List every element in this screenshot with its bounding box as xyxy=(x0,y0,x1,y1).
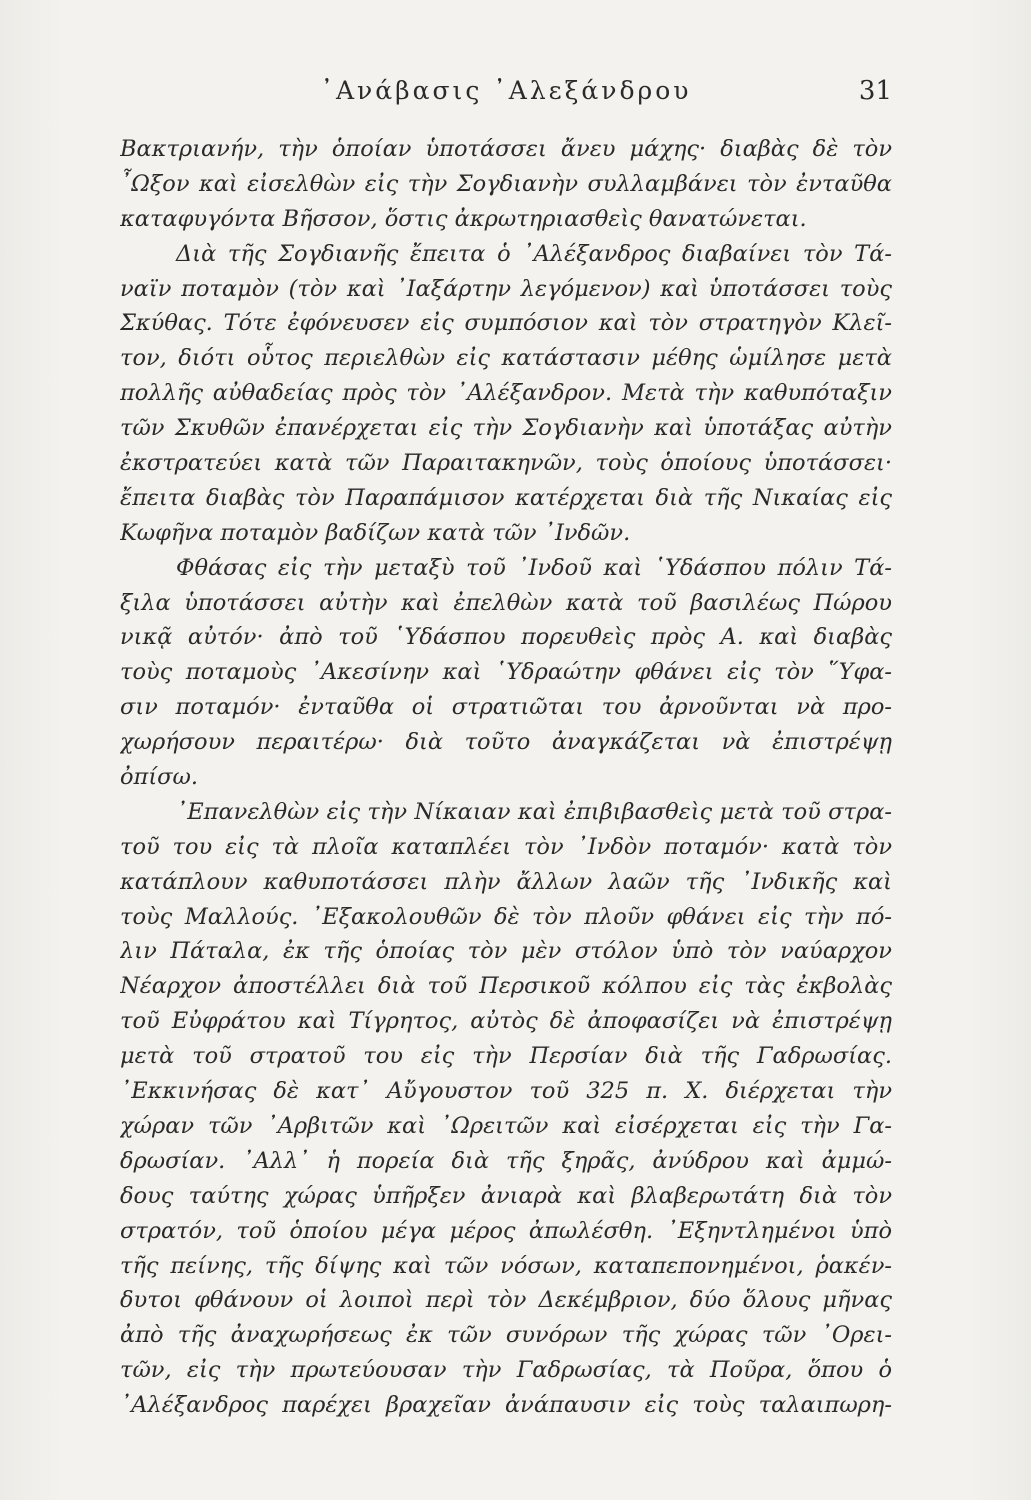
text-line: μετὰ τοῦ στρατοῦ του εἰς τὴν Περσίαν διὰ τῆς Γαδρωσίας. xyxy=(120,1043,892,1070)
page-number: 31 xyxy=(858,76,892,106)
text-line: νικᾷ αὐτόν· ἀπὸ τοῦ ῾Υδάσπου πορευθεὶς πρὸς Α. καὶ διαβὰς xyxy=(120,624,892,651)
text-line: πολλῆς αὐθαδείας πρὸς τὸν ᾿Αλέξανδρον. Μετὰ τὴν καθυπόταξιν xyxy=(120,380,892,407)
text-line: Βακτριανήν, τὴν ὁποίαν ὑποτάσσει ἄνευ μάχης· διαβὰς δὲ τὸν xyxy=(120,136,892,162)
running-title: ᾿Ανάβασις ᾿Αλεξάνδρου xyxy=(320,76,692,105)
text-line: Νέαρχον ἀποστέλλει διὰ τοῦ Περσικοῦ κόλπου εἰς τὰς ἐκβολὰς xyxy=(120,973,892,1000)
text-line: δρωσίαν. ᾿Αλλ᾿ ἡ πορεία διὰ τῆς ξηρᾶς, ἀνύδρου καὶ ἀμμώ- xyxy=(120,1147,892,1174)
text-line: τοὺς ποταμοὺς ᾿Ακεσίνην καὶ ῾Υδραώτην φθάνει εἰς τὸν ῞Υφα- xyxy=(120,659,892,686)
text-line: δους ταύτης χώρας ὑπῆρξεν ἀνιαρὰ καὶ βλαβερωτάτη διὰ τὸν xyxy=(120,1182,892,1209)
text-line: στρατόν, τοῦ ὁποίου μέγα μέρος ἀπωλέσθη. ᾿Εξηντλημένοι ὑπὸ xyxy=(120,1217,892,1244)
text-line: χωρήσουν περαιτέρω· διὰ τοῦτο ἀναγκάζεται νὰ ἐπιστρέψῃ xyxy=(120,729,892,756)
text-line: ἐκστρατεύει κατὰ τῶν Παραιτακηνῶν, τοὺς ὁποίους ὑποτάσσει· xyxy=(120,450,892,477)
text-line: τοῦ του εἰς τὰ πλοῖα καταπλέει τὸν ᾿Ινδὸν ποταμόν· κατὰ τὸν xyxy=(120,833,892,860)
text-line: Διὰ τῆς Σογδιανῆς ἔπειτα ὁ ᾿Αλέξανδρος διαβαίνει τὸν Τά- xyxy=(176,240,892,267)
text-line: τοὺς Μαλλούς. ᾿Εξακολουθῶν δὲ τὸν πλοῦν φθάνει εἰς τὴν πό- xyxy=(120,903,892,930)
text-line: Σκύθας. Τότε ἐφόνευσεν εἰς συμπόσιον καὶ τὸν στρατηγὸν Κλεῖ- xyxy=(120,310,892,337)
text-line: ᾿Αλέξανδρος παρέχει βραχεῖαν ἀνάπαυσιν εἰς τοὺς ταλαιπωρη- xyxy=(120,1392,892,1419)
text-line: ξιλα ὑποτάσσει αὐτὴν καὶ ἐπελθὼν κατὰ τοῦ βασιλέως Πώρου xyxy=(120,589,892,616)
body-text xyxy=(120,132,892,1423)
text-line: ᾿Επανελθὼν εἰς τὴν Νίκαιαν καὶ ἐπιβιβασθεὶς μετὰ τοῦ στρα- xyxy=(176,798,892,825)
text-line: καταφυγόντα Βῆσσον, ὅστις ἀκρωτηριασθεὶς θανατώνεται. xyxy=(120,205,807,232)
text-line: τοῦ Εὐφράτου καὶ Τίγρητος, αὐτὸς δὲ ἀποφασίζει νὰ ἐπιστρέψῃ xyxy=(120,1008,892,1035)
text-line: ῏Ωξον καὶ εἰσελθὼν εἰς τὴν Σογδιανὴν συλλαμβάνει τὸν ἐνταῦθα xyxy=(120,170,892,197)
text-line: σιν ποταμόν· ἐνταῦθα οἱ στρατιῶται του ἀρνοῦνται νὰ προ- xyxy=(120,694,892,721)
text-line: ὀπίσω. xyxy=(120,764,199,791)
text-line: τῶν, εἰς τὴν πρωτεύουσαν τὴν Γαδρωσίας, τὰ Ποῦρα, ὅπου ὁ xyxy=(120,1357,892,1384)
text-line: χώραν τῶν ᾿Αρβιτῶν καὶ ᾿Ωρειτῶν καὶ εἰσέρχεται εἰς τὴν Γα- xyxy=(120,1112,892,1139)
text-line: λιν Πάταλα, ἐκ τῆς ὁποίας τὸν μὲν στόλον ὑπὸ τὸν ναύαρχον xyxy=(120,938,892,965)
text-line: ναϊν ποταμὸν (τὸν καὶ ᾿Ιαξάρτην λεγόμενον) καὶ ὑποτάσσει τοὺς xyxy=(120,275,892,302)
text-line: τῆς πείνης, τῆς δίψης καὶ τῶν νόσων, καταπεπονημένοι, ῥακέν- xyxy=(120,1252,892,1279)
text-line: τον, διότι οὗτος περιελθὼν εἰς κατάστασιν μέθης ὡμίλησε μετὰ xyxy=(120,345,892,372)
text-line: ἔπειτα διαβὰς τὸν Παραπάμισον κατέρχεται διὰ τῆς Νικαίας εἰς xyxy=(120,484,892,511)
text-line: κατάπλουν καθυποτάσσει πλὴν ἄλλων λαῶν τῆς ᾿Ινδικῆς καὶ xyxy=(120,868,892,895)
text-line: Φθάσας εἰς τὴν μεταξὺ τοῦ ᾿Ινδοῦ καὶ ῾Υδάσπου πόλιν Τά- xyxy=(176,554,892,581)
text-line: τῶν Σκυθῶν ἐπανέρχεται εἰς τὴν Σογδιανὴν καὶ ὑποτάξας αὐτὴν xyxy=(120,415,892,442)
text-line: ἀπὸ τῆς ἀναχωρήσεως ἐκ τῶν συνόρων τῆς χώρας τῶν ᾿Ορει- xyxy=(120,1322,892,1349)
text-line: δυτοι φθάνουν οἱ λοιποὶ περὶ τὸν Δεκέμβριον, δύο ὅλους μῆνας xyxy=(120,1287,892,1314)
text-line: Κωφῆνα ποταμὸν βαδίζων κατὰ τῶν ᾿Ινδῶν. xyxy=(120,519,631,546)
page-header xyxy=(120,76,892,116)
text-line: ᾿Εκκινήσας δὲ κατ᾿ Αὔγουστον τοῦ 325 π. Χ. διέρχεται τὴν xyxy=(120,1078,892,1105)
